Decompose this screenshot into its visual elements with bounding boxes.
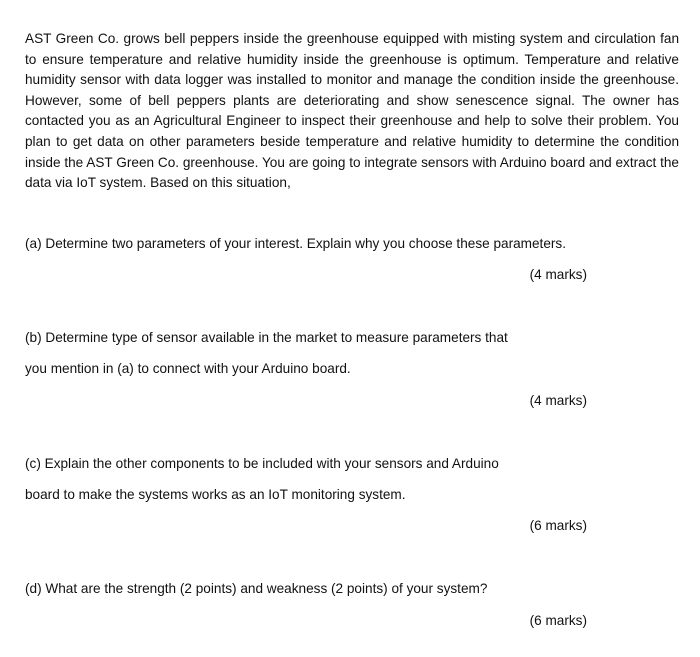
question-c-text-line1: (c) Explain the other components to be included with your sensors and Arduino (25, 456, 499, 471)
scenario-paragraph: AST Green Co. grows bell peppers inside the greenhouse equipped with misting system and circulation fan to ensure temperature and relative humidity inside the greenhouse is optimum. Temperature and relative humidity sensor with data logger was installed to monitor and manage the condition inside the greenhouse. However, some of bell peppers plants are deteriorating and show senescence signal. The owner has contacted you as an Agricultural Engineer to inspect their greenhouse and help to solve their problem. You plan to get data on other parameters beside temperature and relative humidity to determine the condition inside the AST Green Co. greenhouse. You are going to integrate sensors with Arduino board and extract the data via IoT system. Based on this situation, (25, 31, 679, 191)
question-b-marks: (4 marks) (529, 393, 587, 408)
question-d-marks: (6 marks) (529, 613, 587, 628)
question-d-text: (d) What are the strength (2 points) and weakness (2 points) of your system? (25, 581, 488, 596)
question-a-marks: (4 marks) (529, 267, 587, 282)
question-c-text-line2: board to make the systems works as an IoT monitoring system. (25, 487, 406, 502)
question-b-text-line2: you mention in (a) to connect with your Arduino board. (25, 361, 351, 376)
question-c-marks: (6 marks) (529, 518, 587, 533)
question-b-text-line1: (b) Determine type of sensor available in the market to measure parameters that (25, 330, 508, 345)
question-a-text: (a) Determine two parameters of your interest. Explain why you choose these parameters. (25, 236, 566, 251)
